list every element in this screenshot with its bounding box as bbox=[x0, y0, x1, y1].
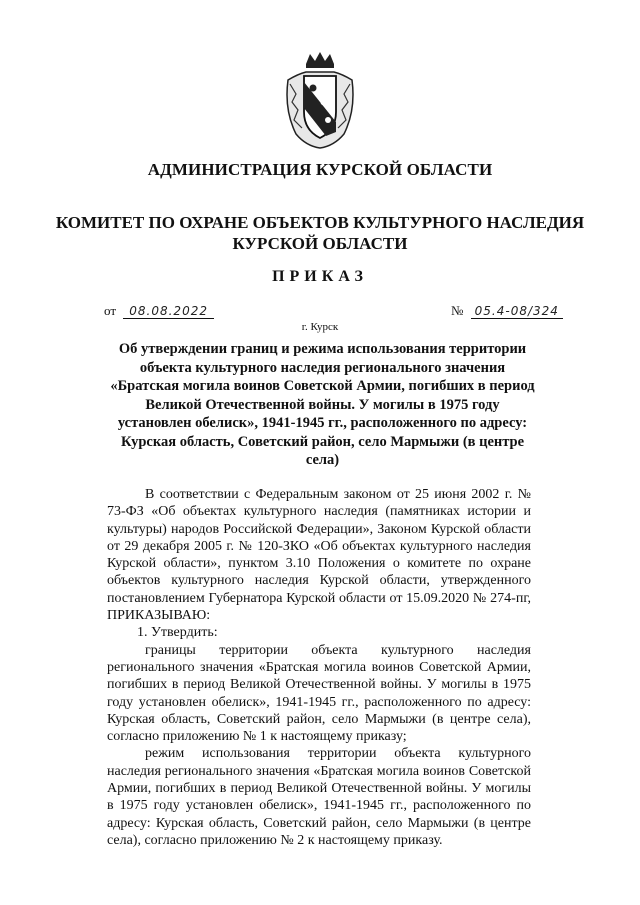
order-date: 08.08.2022 bbox=[123, 304, 214, 319]
order-date-line bbox=[104, 303, 214, 319]
item-1-boundaries: границы территории объекта культурного наследия регионального значения «Братская могила воинов Советской Армии, погибших в период Великой Отечественной войны. У могилы в 1975 году установлен обелиск», 1941-1945 гг., расположенного по адресу: Курская область, Советский район, село Мармыжи (в центре села), согласно приложению № 1 к настоящему приказу; bbox=[107, 642, 531, 745]
order-number-line bbox=[451, 303, 563, 319]
committee-name bbox=[0, 212, 640, 254]
order-body bbox=[107, 486, 531, 849]
committee-name-line2: КУРСКОЙ ОБЛАСТИ bbox=[232, 234, 408, 253]
number-prefix: № bbox=[451, 303, 464, 318]
order-subject: Об утверждении границ и режима использования территории объекта культурного наследия регионального значения «Братская могила воинов Советской Армии, погибших в период Великой Отечественной войны. У могилы в 1975 году установлен обелиск», 1941-1945 гг., расположенного по адресу: Курская область, Советский район, село Мармыжи (в центре села) bbox=[110, 341, 535, 468]
document-type: ПРИКАЗ bbox=[272, 268, 368, 285]
item-1-regime: режим использования территории объекта культурного наследия регионального значения «Братская могила воинов Советской Армии, погибших в период Великой Отечественной войны. У могилы в 1975 году установлен обелиск», 1941-1945 гг., расположенного по адресу: Курская область, Советский район, село Мармыжи (в центре села), согласно приложению № 2 к настоящему приказу. bbox=[107, 746, 531, 848]
organization-name: АДМИНИСТРАЦИЯ КУРСКОЙ ОБЛАСТИ bbox=[147, 160, 493, 179]
item-1-heading: 1. Утвердить: bbox=[137, 625, 218, 641]
date-prefix: от bbox=[104, 303, 117, 318]
city: г. Курск bbox=[301, 321, 339, 333]
coat-of-arms-icon bbox=[282, 50, 358, 150]
committee-name-line1: КОМИТЕТ ПО ОХРАНЕ ОБЪЕКТОВ КУЛЬТУРНОГО НАСЛЕДИЯ bbox=[55, 213, 585, 232]
order-number: 05.4-08/324 bbox=[471, 304, 563, 319]
preamble-paragraph: В соответствии с Федеральным законом от 25 июня 2002 г. № 73-ФЗ «Об объектах культурного наследия (памятниках истории и культуры) народов Российской Федерации», Законом Курской области от 29 декабря 2005 г. № 120-ЗКО «Об объектах культурного наследия Курской области», пунктом 3.10 Положения о комитете по охране объектов культурного наследия Курской области, утвержденного постановлением Губернатора Курской области от 15.09.2020 № 274-пг, ПРИКАЗЫВАЮ: bbox=[107, 487, 531, 624]
